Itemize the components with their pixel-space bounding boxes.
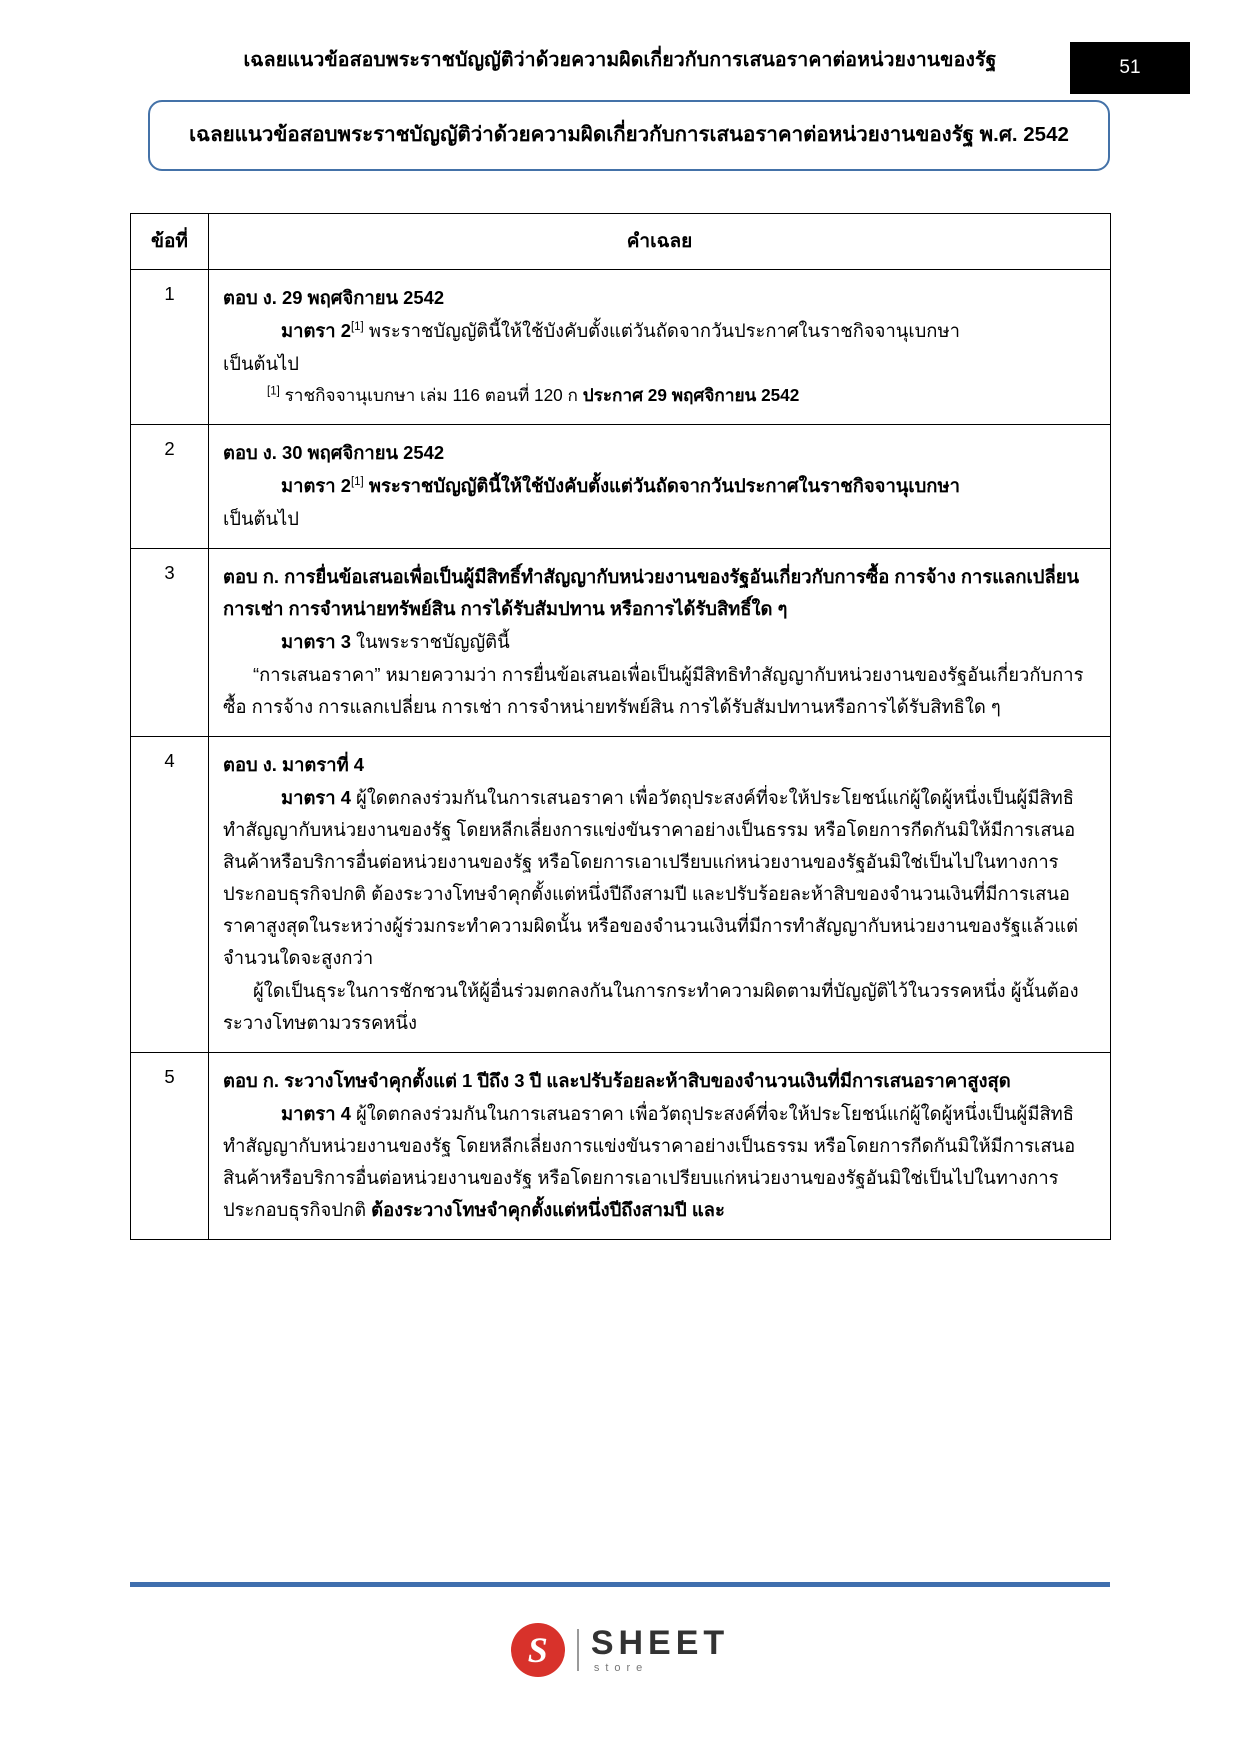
table-row (131, 269, 1111, 424)
sheet-store-logo-icon (511, 1623, 565, 1677)
row-answer (209, 1053, 1111, 1240)
logo-wordmark (591, 1626, 729, 1674)
column-header-answer: คำเฉลย (209, 213, 1111, 269)
table-row (131, 424, 1111, 548)
footnote-text: ราชกิจจานุเบกษา เล่ม 116 ตอนที่ 120 ก (284, 384, 578, 405)
section-text-bold-tail: ต้องระวางโทษจำคุกตั้งแต่หนึ่งปีถึงสามปี และ (371, 1199, 725, 1221)
logo-letter: S (527, 1630, 548, 1670)
footnote-marker: [1] (350, 475, 364, 488)
section-ref: มาตรา 4 (281, 1103, 351, 1125)
section-ref: มาตรา 4 (281, 786, 351, 808)
answer-heading: ตอบ ง. 29 พฤศจิกายน 2542 (223, 286, 445, 308)
table-row (131, 736, 1111, 1052)
answer-heading: ตอบ ง. มาตราที่ 4 (223, 753, 365, 775)
row-answer (209, 736, 1111, 1052)
answer-heading: ตอบ ก. การยื่นข้อเสนอเพื่อเป็นผู้มีสิทธิ์ทำสัญญากับหน่วยงานของรัฐอันเกี่ยวกับการซื้อ การจ้าง การแลกเปลี่ยน การเช่า การจำหน่ายทรัพย์สิน การได้รับสัมปทาน หรือการได้รับสิทธิ์ใด ๆ (223, 565, 1080, 619)
running-header-title: เฉลยแนวข้อสอบพระราชบัญญัติว่าด้วยความผิดเกี่ยวกับการเสนอราคาต่อหน่วยงานของรัฐ (243, 49, 997, 71)
section-text-cont: เป็นต้นไป (223, 352, 299, 374)
section-text: ผู้ใดตกลงร่วมกันในการเสนอราคา เพื่อวัตถุประสงค์ที่จะให้ประโยชน์แก่ผู้ใดผู้หนึ่งเป็นผู้มีสิทธิทำสัญญากับหน่วยงานของรัฐ โดยหลีกเลี่ยงการแข่งขันราคาอย่างเป็นธรรม หรือโดยการกีดกันมิให้มีการเสนอสินค้าหรือบริการอื่นต่อหน่วยงานของรัฐ หรือโดยการเอาเปรียบแก่หน่วยงานของรัฐอันมิใช่เป็นไปในทางการประกอบธุรกิจปกติ ต้องระวางโทษจำคุกตั้งแต่หนึ่งปีถึงสามปี และปรับร้อยละห้าสิบของจำนวนเงินที่มีการเสนอราคาสูงสุดในระหว่างผู้ร่วมกระทำความผิดนั้น หรือของจำนวนเงินที่มีการทำสัญญากับหน่วยงานของรัฐแล้วแต่จำนวนใดจะสูงกว่า (223, 786, 1079, 968)
section-text: พระราชบัญญัตินี้ให้ใช้บังคับตั้งแต่วันถัดจากวันประกาศในราชกิจจานุเบกษา (363, 319, 960, 341)
footnote-marker-ref: [1] (267, 385, 280, 398)
section-text: ผู้ใดตกลงร่วมกันในการเสนอราคา เพื่อวัตถุประสงค์ที่จะให้ประโยชน์แก่ผู้ใดผู้หนึ่งเป็นผู้มีสิทธิทำสัญญากับหน่วยงานของรัฐ โดยหลีกเลี่ยงการแข่งขันราคาอย่างเป็นธรรม หรือโดยการกีดกันมิให้มีการเสนอสินค้าหรือบริการอื่นต่อหน่วยงานของรัฐ หรือโดยการเอาเปรียบแก่หน่วยงานของรัฐอันมิใช่เป็นไปในทางการประกอบธุรกิจปกติ (223, 1103, 1076, 1221)
footer-logo (0, 1623, 1240, 1677)
table-row (131, 548, 1111, 736)
row-number: 2 (131, 424, 209, 548)
section-text-cont: เป็นต้นไป (223, 507, 299, 529)
table-header-row (131, 213, 1111, 269)
answer-heading: ตอบ ง. 30 พฤศจิกายน 2542 (223, 441, 445, 463)
document-title: เฉลยแนวข้อสอบพระราชบัญญัติว่าด้วยความผิดเกี่ยวกับการเสนอราคาต่อหน่วยงานของรัฐ พ.ศ. 2542 (189, 123, 1069, 146)
row-answer (209, 548, 1111, 736)
section-text: ในพระราชบัญญัตินี้ (350, 630, 510, 652)
answer-key-table (130, 213, 1111, 1240)
footnote-marker: [1] (350, 320, 364, 333)
document-title-box (148, 100, 1110, 171)
row-number: 3 (131, 548, 209, 736)
row-answer (209, 424, 1111, 548)
section-paragraph-two: ผู้ใดเป็นธุระในการชักชวนให้ผู้อื่นร่วมตกลงกันในการกระทำความผิดตามที่บัญญัติไว้ในวรรคหนึ่ง ผู้นั้นต้องระวางโทษตามวรรคหนึ่ง (223, 979, 1079, 1033)
answer-heading: ตอบ ก. ระวางโทษจำคุกตั้งแต่ 1 ปีถึง 3 ปี และปรับร้อยละห้าสิบของจำนวนเงินที่มีการเสนอราคาสูงสุด (223, 1070, 1011, 1091)
row-answer (209, 269, 1111, 424)
row-number: 5 (131, 1053, 209, 1240)
page-number-badge (1070, 42, 1190, 94)
footer-divider (130, 1582, 1110, 1587)
footnote-date: ประกาศ 29 พฤศจิกายน 2542 (582, 384, 800, 405)
section-ref: มาตรา 2 (281, 474, 351, 496)
logo-divider (577, 1629, 579, 1671)
section-text: พระราชบัญญัตินี้ให้ใช้บังคับตั้งแต่วันถัดจากวันประกาศในราชกิจจานุเบกษา (363, 474, 960, 496)
section-ref: มาตรา 3 (281, 630, 351, 652)
row-number: 1 (131, 269, 209, 424)
definition-text: “การเสนอราคา” หมายความว่า การยื่นข้อเสนอเพื่อเป็นผู้มีสิทธิทำสัญญากับหน่วยงานของรัฐอันเกี่ยวกับการซื้อ การจ้าง การแลกเปลี่ยน การเช่า การจำหน่ายทรัพย์สิน การได้รับสัมปทานหรือการได้รับสิทธิใด ๆ (223, 663, 1084, 717)
page-number: 51 (1119, 57, 1141, 78)
logo-sub-text: store (593, 1662, 649, 1674)
page-header (0, 0, 1240, 78)
section-ref: มาตรา 2 (281, 319, 351, 341)
table-row (131, 1053, 1111, 1240)
logo-main-text: SHEET (590, 1624, 730, 1662)
row-number: 4 (131, 736, 209, 1052)
column-header-no: ข้อที่ (131, 213, 209, 269)
